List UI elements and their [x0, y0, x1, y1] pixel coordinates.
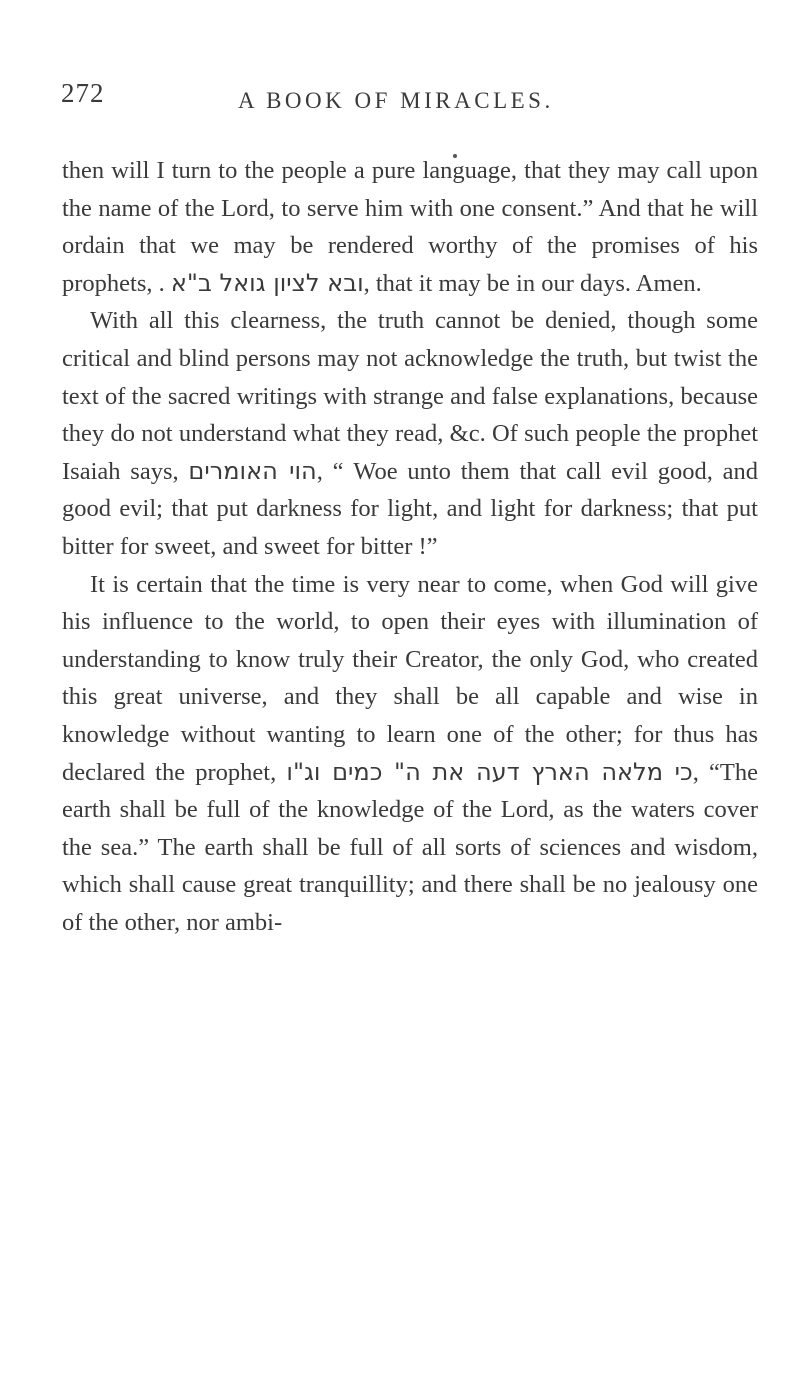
paragraph-3-text-a: It is certain that the time is very near to come, when God will give his influence to the world, to open their eyes with illumination of understanding to know truly their Creator, the only God, who created this great universe, and they shall be all capable and wise in knowledge without wanting to learn one of the other; for thus has declared the prophet, [62, 570, 758, 786]
paragraph-1-text-b: , that it may be in our days. Amen. [363, 269, 702, 297]
paragraph-1-text-a: then will I turn to the people a pure language, that they may call upon the name of the Lord, to serve him with one consent.” And that he will ordain that we may be rendered worthy of the promises of his prophets, . [62, 157, 758, 297]
paragraph-2-text-a: With all this clearness, the truth cannot be denied, though some critical and blind persons may not acknowledge the truth, but twist the text of the sacred writings with strange and false explanations, because they do not understand what they read, &c. Of such people the prophet Isaiah says, [62, 307, 758, 485]
paragraph-3-text-b: , “The earth shall be full of the knowledge of the Lord, as the waters cover the sea.” The earth shall be full of all sorts of sciences and wisdom, which shall cause great tranquillity; and there shall be no jealousy one of the other, nor ambi- [62, 758, 759, 936]
running-title: A BOOK OF MIRACLES. [238, 88, 554, 113]
paragraph-1 [62, 152, 758, 302]
hebrew-quote-2: הוי האומרים [188, 456, 317, 485]
paragraph-2 [62, 302, 758, 565]
hebrew-quote-1: ובא לציון גואל ב"א [170, 268, 364, 297]
paragraph-2-text-b: , “ Woe unto them that call evil good, and good evil; that put darkness for light, and light for darkness; that put bitter for sweet, and sweet for bitter !” [62, 457, 758, 560]
page-number: 272 [61, 78, 105, 108]
body-text [62, 152, 758, 941]
page-header [0, 78, 800, 128]
hebrew-quote-3: כי מלאה הארץ דעה את ה" כמים וג"ו [286, 757, 693, 786]
paragraph-3 [62, 566, 758, 942]
